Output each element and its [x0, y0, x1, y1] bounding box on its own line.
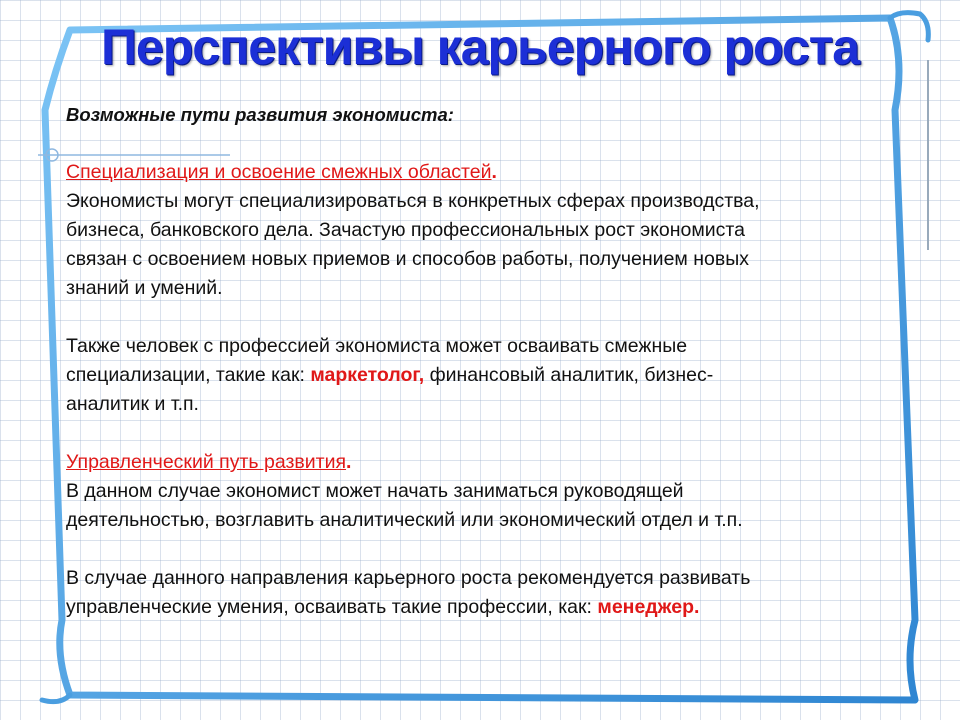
text-line: В случае данного направления карьерного роста рекомендуется развивать: [66, 567, 751, 589]
text-line: [66, 361, 936, 390]
highlight-marketer: маркетолог,: [310, 364, 425, 386]
spacer: [66, 129, 936, 158]
text-line: аналитик и т.п.: [66, 393, 199, 415]
highlight-manager: менеджер.: [597, 596, 700, 618]
text-segment: специализации, такие как:: [66, 364, 311, 386]
subtitle: Возможные пути развития экономиста:: [66, 104, 454, 125]
section-specialization-heading: [66, 158, 936, 187]
text-line: Экономисты могут специализироваться в конкретных сферах производства,: [66, 190, 760, 212]
spacer: [66, 535, 936, 564]
section-management-heading: [66, 448, 936, 477]
text-segment: финансовый аналитик, бизнес-: [424, 364, 714, 386]
text-line: Также человек с профессией экономиста может осваивать смежные: [66, 335, 688, 357]
heading-text: Специализация и освоение смежных областей: [66, 161, 492, 183]
text-line: В данном случае экономист может начать заниматься руководящей: [66, 480, 684, 502]
heading-dot: .: [346, 451, 352, 473]
text-line: знаний и умений.: [66, 277, 223, 299]
text-segment: управленческие умения, осваивать такие профессии, как:: [66, 596, 598, 618]
heading-dot: .: [491, 161, 497, 183]
spacer: [66, 303, 936, 332]
text-line: связан с освоением новых приемов и способов работы, получением новых: [66, 248, 749, 270]
heading-text: Управленческий путь развития: [66, 451, 347, 473]
page-title: Перспективы карьерного роста: [100, 19, 859, 75]
main-content: [66, 100, 936, 622]
text-line: деятельностью, возглавить аналитический или экономический отдел и т.п.: [66, 509, 743, 531]
spacer: [66, 419, 936, 448]
text-line: бизнеса, банковского дела. Зачастую профессиональных рост экономиста: [66, 219, 745, 241]
text-line: [66, 593, 936, 622]
